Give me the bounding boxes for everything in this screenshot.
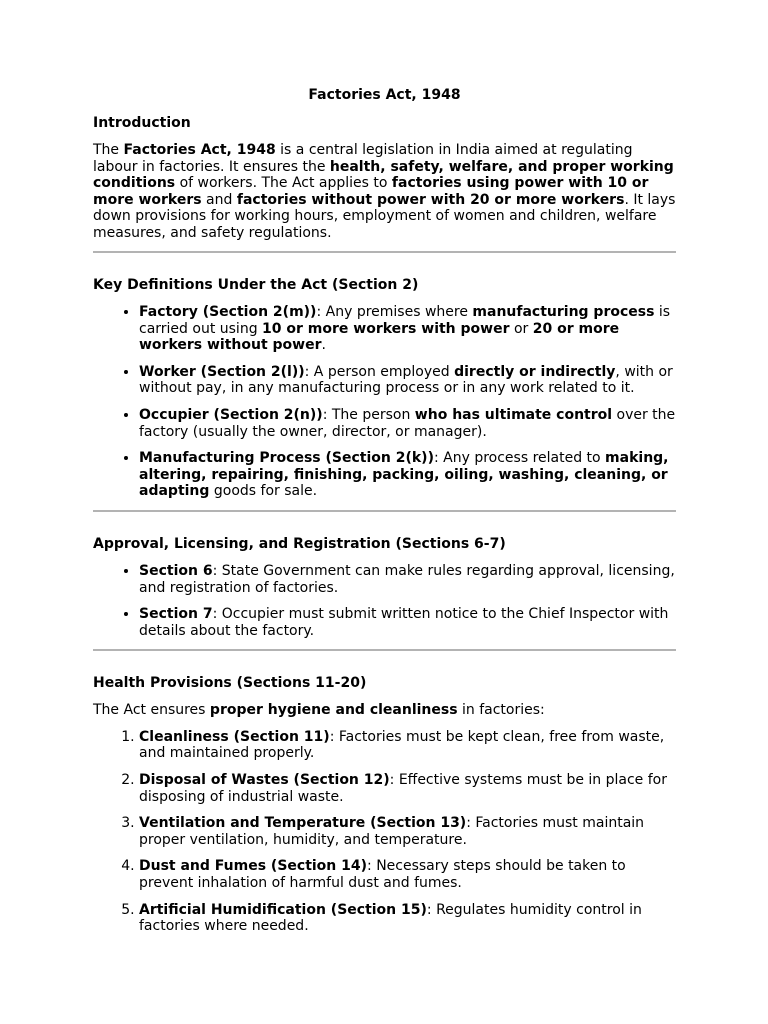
text-run: of workers. The Act applies to bbox=[175, 175, 392, 191]
section-divider bbox=[93, 649, 676, 651]
text-run: , with or without pay, in any manufacturing process or in any work related to it. bbox=[139, 363, 673, 397]
text-run: : State Government can make rules regarding approval, licensing, and registration of factories. bbox=[139, 562, 675, 596]
definition-item bbox=[139, 407, 676, 440]
bold-text: making, altering, repairing, finishing, packing, oiling, washing, cleaning, or adapting bbox=[139, 450, 669, 500]
health-item bbox=[139, 902, 676, 935]
health-list bbox=[93, 729, 676, 935]
text-run: : A person employed bbox=[304, 363, 455, 380]
definition-item bbox=[139, 450, 676, 500]
text-run: in factories: bbox=[457, 702, 545, 719]
definitions-list bbox=[93, 304, 676, 500]
bold-text: Ventilation and Temperature (Section 13) bbox=[139, 815, 467, 832]
text-run: : The person bbox=[322, 406, 415, 423]
text-run: : Regulates humidity control in factories where needed. bbox=[139, 901, 642, 935]
bold-text: Manufacturing Process (Section 2(k)) bbox=[139, 450, 434, 467]
text-run: or bbox=[509, 320, 533, 337]
approval-heading: Approval, Licensing, and Registration (Sections 6-7) bbox=[93, 535, 506, 552]
text-run: : Any premises where bbox=[316, 304, 473, 320]
approval-list bbox=[93, 563, 676, 639]
bold-text: Artificial Humidification (Section 15) bbox=[139, 901, 427, 918]
definitions-heading: Key Definitions Under the Act (Section 2) bbox=[93, 277, 419, 293]
bold-text: Disposal of Wastes (Section 12) bbox=[139, 772, 390, 788]
bold-text: Section 7 bbox=[139, 606, 213, 623]
bold-text: directly or indirectly bbox=[454, 363, 616, 380]
text-run: over the factory (usually the owner, director, or manager). bbox=[139, 406, 676, 440]
text-run: : Factories must be kept clean, free from waste, and maintained properly. bbox=[139, 728, 665, 762]
approval-item bbox=[139, 563, 676, 596]
bold-text: Worker (Section 2(l)) bbox=[139, 363, 305, 380]
text-run: is carried out using bbox=[139, 304, 671, 337]
text-run: is a central legislation in India aimed at regulating labour in factories. It ensures the bbox=[93, 142, 633, 175]
health-item bbox=[139, 729, 676, 762]
text-run: The Act ensures bbox=[93, 702, 210, 719]
health-item bbox=[139, 772, 676, 805]
bold-text: Dust and Fumes (Section 14) bbox=[139, 858, 368, 875]
text-run: : Any process related to bbox=[433, 450, 606, 467]
bold-text: factories without power with 20 or more workers bbox=[236, 191, 625, 208]
intro-paragraph bbox=[93, 142, 676, 241]
text-run: . It lays down provisions for working hours, employment of women and children, welfare measures, and safety regulations. bbox=[93, 191, 676, 241]
bold-text: health, safety, welfare, and proper working conditions bbox=[93, 158, 674, 191]
definition-item bbox=[139, 304, 676, 354]
bold-text: factories using power with 10 or more workers bbox=[93, 175, 649, 208]
document-page bbox=[93, 86, 676, 945]
health-item bbox=[139, 815, 676, 848]
intro-heading: Introduction bbox=[93, 115, 191, 131]
text-run: : Effective systems must be in place for disposing of industrial waste. bbox=[139, 772, 667, 805]
definition-item bbox=[139, 364, 676, 397]
bold-text: Section 6 bbox=[139, 562, 213, 579]
bold-text: who has ultimate control bbox=[414, 406, 613, 423]
bold-text: 20 or more workers without power bbox=[139, 320, 620, 354]
text-run: : Occupier must submit written notice to the Chief Inspector with details about the factory. bbox=[139, 606, 669, 639]
health-heading: Health Provisions (Sections 11-20) bbox=[93, 675, 367, 692]
bold-text: Factories Act, 1948 bbox=[123, 142, 276, 158]
approval-item bbox=[139, 606, 676, 639]
text-run: : Necessary steps should be taken to prevent inhalation of harmful dust and fumes. bbox=[139, 858, 626, 891]
bold-text: manufacturing process bbox=[472, 304, 655, 320]
text-run: . bbox=[321, 337, 326, 354]
health-item bbox=[139, 858, 676, 891]
bold-text: Cleanliness (Section 11) bbox=[139, 728, 330, 745]
section-divider bbox=[93, 251, 676, 253]
text-run: goods for sale. bbox=[209, 483, 318, 500]
bold-text: Factory (Section 2(m)) bbox=[139, 304, 317, 320]
document-title: Factories Act, 1948 bbox=[308, 87, 461, 103]
bold-text: proper hygiene and cleanliness bbox=[209, 702, 458, 719]
bold-text: 10 or more workers with power bbox=[262, 320, 510, 337]
text-run: and bbox=[201, 191, 237, 208]
text-run: : Factories must maintain proper ventilation, humidity, and temperature. bbox=[139, 815, 645, 848]
bold-text: Occupier (Section 2(n)) bbox=[139, 406, 323, 423]
section-divider bbox=[93, 510, 676, 512]
health-intro bbox=[93, 702, 676, 719]
text-run: The bbox=[93, 142, 124, 158]
